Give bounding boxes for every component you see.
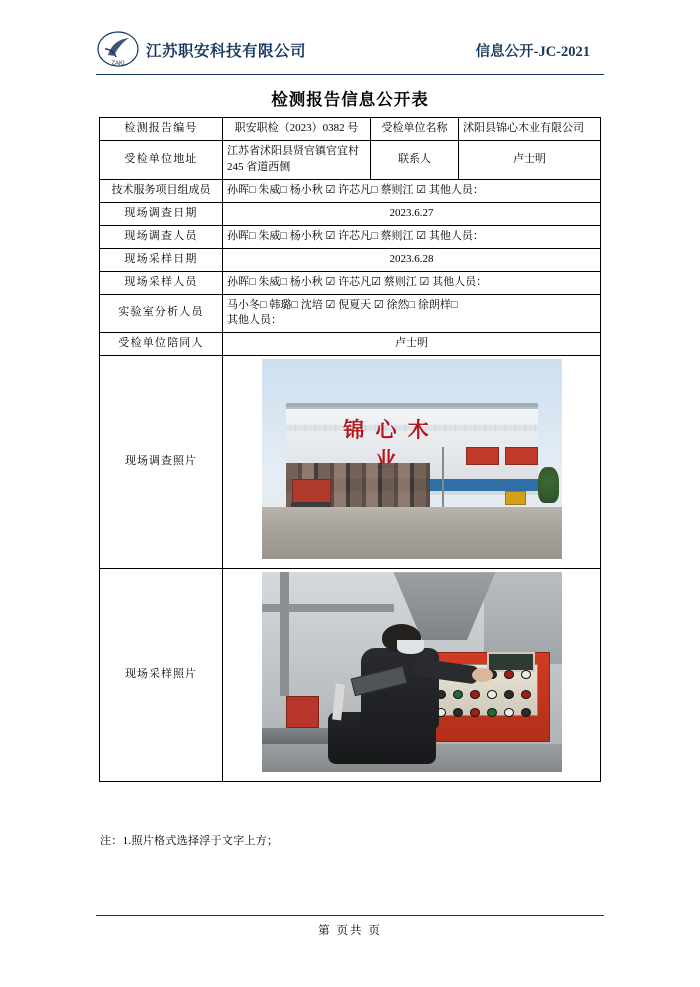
table-row	[100, 225, 601, 248]
photo-tree	[538, 467, 559, 503]
photo2-button	[504, 708, 515, 717]
photo2-face-mask	[397, 640, 424, 654]
lab-staff-line-1: 马小冬□ 韩璐□ 沈培 ☑ 倪夏天 ☑ 徐然□ 徐朗样□	[227, 298, 458, 311]
escort-label: 受检单位陪同人	[100, 333, 223, 356]
photo-yellow-vehicle	[505, 491, 526, 505]
photo-factory-sign	[328, 431, 448, 459]
table-row-sampling-photo	[100, 569, 601, 782]
sampling-staff-label: 现场采样人员	[100, 271, 223, 294]
lab-staff-label: 实验室分析人员	[100, 294, 223, 333]
survey-photo-label: 现场调查照片	[100, 356, 223, 569]
photo2-post	[280, 572, 289, 696]
photo2-button	[521, 708, 532, 717]
photo2-button	[504, 670, 515, 679]
header-divider	[96, 74, 604, 75]
team-label: 技术服务项目组成员	[100, 179, 223, 202]
sampling-date-label: 现场采样日期	[100, 248, 223, 271]
table-row	[100, 202, 601, 225]
lab-staff-value	[223, 294, 601, 333]
document-header	[96, 26, 604, 74]
page-title: 检测报告信息公开表	[271, 90, 429, 109]
company-name: 江苏职安科技有限公司	[146, 43, 307, 60]
sampling-photo-label: 现场采样照片	[100, 569, 223, 782]
survey-staff-value: 孙晖□ 朱威□ 杨小秋 ☑ 许芯凡□ 蔡则江 ☑ 其他人员：	[223, 225, 601, 248]
photo2-button-row-3	[436, 704, 532, 720]
contact-value: 卢士明	[459, 140, 601, 179]
table-row-survey-photo	[100, 356, 601, 569]
table-row	[100, 333, 601, 356]
photo2-button	[521, 690, 532, 699]
photo-red-truck	[292, 479, 331, 505]
info-table	[99, 117, 601, 782]
survey-date-value: 2023.6.27	[223, 202, 601, 225]
document-code: 信息公开-JC-2021	[475, 43, 590, 60]
table-row	[100, 118, 601, 141]
table-row	[100, 248, 601, 271]
table-row	[100, 140, 601, 179]
escort-value: 卢士明	[223, 333, 601, 356]
photo-pole	[442, 447, 444, 507]
photo2-button	[453, 690, 464, 699]
sampling-staff-value: 孙晖□ 朱威□ 杨小秋 ☑ 许芯凡☑ 蔡则江 ☑ 其他人员：	[223, 271, 601, 294]
photo2-red-bin	[286, 696, 319, 728]
photo-red-sign-1	[466, 447, 499, 465]
photo2-button-row-2	[436, 686, 532, 702]
table-row	[100, 294, 601, 333]
client-name-label: 受检单位名称	[371, 118, 459, 141]
client-addr-value: 江苏省沭阳县贤官镇官宜村245 省道西侧	[223, 140, 371, 179]
survey-photo	[262, 359, 562, 559]
photo-ground	[262, 507, 562, 559]
photo2-wall	[484, 572, 562, 664]
svg-text:ZAKI: ZAKI	[111, 61, 125, 67]
footnote: 注：1.照片格式选择浮于文字上方；	[100, 835, 279, 847]
survey-photo-cell	[223, 356, 601, 569]
page-number: 第 页共 页	[318, 925, 382, 937]
photo2-worker-hand	[472, 668, 493, 682]
report-no-label: 检测报告编号	[100, 118, 223, 141]
table-row	[100, 271, 601, 294]
sampling-date-value: 2023.6.28	[223, 248, 601, 271]
survey-date-label: 现场调查日期	[100, 202, 223, 225]
photo-red-sign-2	[505, 447, 538, 465]
sampling-photo-cell	[223, 569, 601, 782]
footer-divider	[96, 915, 604, 916]
table-row	[100, 179, 601, 202]
client-name-value: 沭阳县锦心木业有限公司	[459, 118, 601, 141]
lab-staff-line-2: 其他人员：	[227, 314, 282, 327]
report-no-value: 职安职检（2023）0382 号	[223, 118, 371, 141]
photo2-button	[470, 708, 481, 717]
photo2-button	[504, 690, 515, 699]
survey-staff-label: 现场调查人员	[100, 225, 223, 248]
photo2-button	[487, 690, 498, 699]
photo2-button	[453, 708, 464, 717]
sampling-photo	[262, 572, 562, 772]
team-value: 孙晖□ 朱威□ 杨小秋 ☑ 许芯凡□ 蔡则江 ☑ 其他人员：	[223, 179, 601, 202]
photo2-button	[521, 670, 532, 679]
contact-label: 联系人	[371, 140, 459, 179]
zaki-logo-icon	[96, 29, 140, 71]
client-addr-label: 受检单位地址	[100, 140, 223, 179]
header-left	[96, 29, 306, 71]
photo2-button	[487, 708, 498, 717]
photo2-button	[470, 690, 481, 699]
